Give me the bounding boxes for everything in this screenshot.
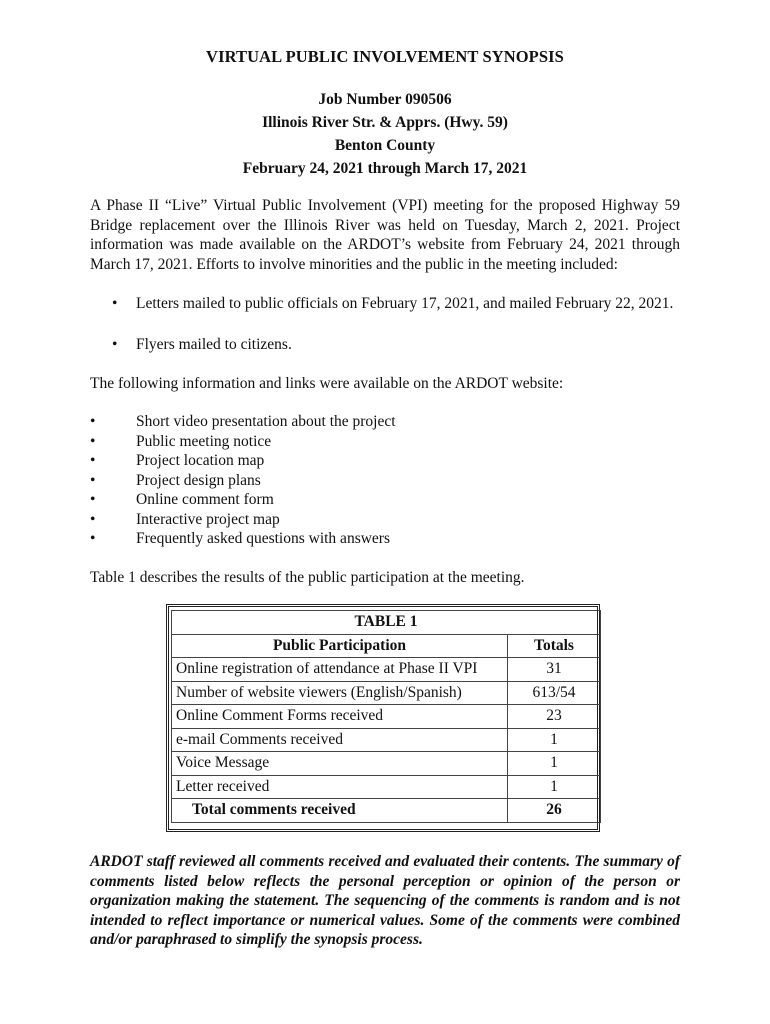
county: Benton County [334, 137, 436, 154]
table-intro: Table 1 describes the results of the public participation at the meeting. [90, 569, 525, 586]
table-row [172, 752, 601, 776]
efforts-item-text: Letters mailed to public officials on February 17, 2021, and mailed February 22, 2021. [136, 295, 674, 312]
total-label: Total comments received [172, 799, 508, 823]
table-header-row [172, 634, 601, 658]
row-label: Online registration of attendance at Phase II VPI [172, 658, 508, 682]
table-row [172, 728, 601, 752]
website-item-text: Online comment form [136, 491, 274, 508]
table-row [172, 775, 601, 799]
table-row [172, 658, 601, 682]
project-name: Illinois River Str. & Apprs. (Hwy. 59) [262, 114, 508, 131]
row-label: Voice Message [172, 752, 508, 776]
website-item-text: Project design plans [136, 471, 261, 489]
website-item-text: Frequently asked questions with answers [136, 530, 390, 547]
row-label: Number of website viewers (English/Spanish) [172, 681, 508, 705]
row-value: 613/54 [508, 681, 601, 705]
bullet-icon: • [112, 336, 118, 353]
row-value: 1 [508, 728, 601, 752]
date-range: February 24, 2021 through March 17, 2021 [242, 160, 528, 177]
row-label: Letter received [172, 775, 508, 799]
row-label: e-mail Comments received [172, 728, 508, 752]
table-total-row [172, 799, 601, 823]
bullet-icon: • [90, 432, 96, 450]
column-header-totals: Totals [508, 634, 601, 658]
bullet-icon: • [90, 530, 96, 547]
job-number: Job Number 090506 [318, 91, 452, 108]
website-item-text: Interactive project map [136, 510, 280, 528]
bullet-icon: • [90, 471, 96, 489]
document-title: VIRTUAL PUBLIC INVOLVEMENT SYNOPSIS [206, 47, 564, 66]
efforts-item-text: Flyers mailed to citizens. [136, 336, 292, 353]
bullet-icon: • [90, 452, 96, 469]
row-value: 1 [508, 752, 601, 776]
participation-table [171, 610, 601, 823]
website-item-text: Public meeting notice [136, 432, 272, 450]
intro-paragraph: A Phase II “Live” Virtual Public Involvement (VPI) meeting for the proposed Highway 59 Bridge replacement over the Illinois River was held on Tuesday, March 2, 2021. Project information was made available on the ARDOT’s website from February 24, 2021 through March 17, 2021. Efforts to involve minorities and the public in the meeting included: [90, 197, 680, 273]
table-row [172, 681, 601, 705]
table-caption: TABLE 1 [172, 611, 601, 635]
column-header-participation: Public Participation [172, 634, 508, 658]
row-label: Online Comment Forms received [172, 705, 508, 729]
bullet-icon: • [90, 413, 96, 430]
closing-statement: ARDOT staff reviewed all comments received and evaluated their contents. The summary of comments listed below reflects the personal perception or opinion of the person or organization making the statement. The sequencing of the comments is random and is not intended to reflect importance or numerical values. Some of the comments were combined and/or paraphrased to simplify the synopsis process. [90, 853, 680, 948]
website-lead: The following information and links were available on the ARDOT website: [90, 375, 564, 392]
website-item-text: Short video presentation about the project [136, 413, 396, 430]
row-value: 31 [508, 658, 601, 682]
total-value: 26 [508, 799, 601, 823]
table-caption-row [172, 611, 601, 635]
table-row [172, 705, 601, 729]
bullet-icon: • [112, 295, 118, 312]
website-item-text: Project location map [136, 452, 265, 469]
row-value: 23 [508, 705, 601, 729]
row-value: 1 [508, 775, 601, 799]
bullet-icon: • [90, 491, 96, 508]
bullet-icon: • [90, 510, 96, 528]
